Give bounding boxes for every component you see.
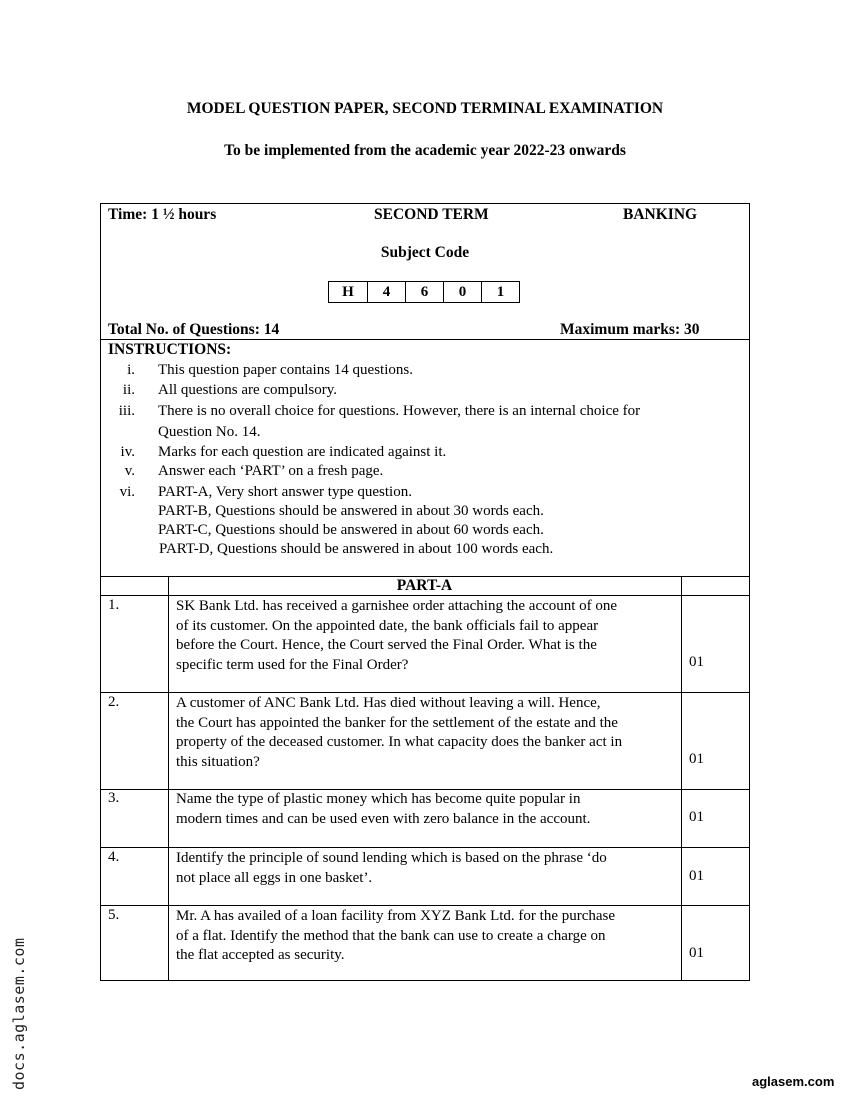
question-line: Identify the principle of sound lending which is based on the phrase ‘do bbox=[176, 850, 607, 866]
instruction-text: All questions are compulsory. bbox=[158, 382, 337, 398]
instruction-text: PART-A, Very short answer type question. bbox=[158, 484, 412, 500]
instruction-text: This question paper contains 14 questions. bbox=[158, 362, 413, 378]
question-line: modern times and can be used even with zero balance in the account. bbox=[176, 810, 591, 827]
paper-subtitle: To be implemented from the academic year 2022-23 onwards bbox=[224, 142, 626, 159]
question-line: of its customer. On the appointed date, the bank officials fail to appear bbox=[176, 617, 599, 634]
row-divider bbox=[101, 595, 749, 596]
question-line: this situation? bbox=[176, 753, 260, 770]
question-line: specific term used for the Final Order? bbox=[176, 656, 409, 673]
question-line: A customer of ANC Bank Ltd. Has died without leaving a will. Hence, bbox=[176, 695, 601, 711]
maximum-marks: Maximum marks: 30 bbox=[560, 321, 700, 338]
question-text bbox=[176, 790, 681, 829]
instruction-text: Answer each ‘PART’ on a fresh page. bbox=[158, 463, 384, 479]
footer-watermark: aglasem.com bbox=[752, 1074, 835, 1089]
question-text bbox=[176, 849, 681, 888]
question-text bbox=[176, 694, 681, 772]
question-line: of a flat. Identify the method that the bank can use to create a charge on bbox=[176, 927, 606, 944]
exam-time: Time: 1 ½ hours bbox=[108, 206, 217, 223]
instruction-text: PART-D, Questions should be answered in about 100 words each. bbox=[159, 541, 554, 557]
instruction-text: Marks for each question are indicated against it. bbox=[158, 444, 447, 460]
exam-term: SECOND TERM bbox=[374, 206, 489, 223]
question-number: 5. bbox=[108, 907, 120, 923]
instruction-number: iii. bbox=[118, 403, 135, 419]
question-line: SK Bank Ltd. has received a garnishee order attaching the account of one bbox=[176, 598, 618, 614]
question-number: 3. bbox=[108, 790, 120, 806]
question-line: property of the deceased customer. In what capacity does the banker act in bbox=[176, 734, 623, 750]
question-number: 2. bbox=[108, 694, 120, 710]
instructions-heading: INSTRUCTIONS: bbox=[108, 341, 232, 358]
instruction-number: vi. bbox=[119, 484, 135, 500]
instruction-text: Question No. 14. bbox=[158, 424, 261, 440]
instruction-number: v. bbox=[124, 463, 135, 479]
column-divider bbox=[168, 576, 169, 980]
question-line: before the Court. Hence, the Court served the Final Order. What is the bbox=[176, 637, 597, 653]
exam-subject: BANKING bbox=[623, 206, 698, 223]
question-marks: 01 bbox=[689, 868, 704, 884]
question-line: Name the type of plastic money which has become quite popular in bbox=[176, 791, 581, 807]
question-line: the Court has appointed the banker for the settlement of the estate and the bbox=[176, 714, 618, 731]
subject-code-boxes bbox=[328, 281, 520, 303]
divider bbox=[101, 339, 749, 340]
question-marks: 01 bbox=[689, 654, 704, 670]
instruction-number: iv. bbox=[120, 444, 135, 460]
instruction-number: ii. bbox=[122, 382, 135, 398]
row-divider bbox=[101, 847, 749, 848]
question-marks: 01 bbox=[689, 809, 704, 825]
total-questions: Total No. of Questions: 14 bbox=[108, 321, 280, 338]
subject-code-char: 4 bbox=[367, 282, 405, 302]
instruction-text: There is no overall choice for questions. However, there is an internal choice for bbox=[158, 403, 641, 419]
subject-code-label: Subject Code bbox=[380, 244, 470, 261]
paper-title: MODEL QUESTION PAPER, SECOND TERMINAL EXAMINATION bbox=[186, 100, 664, 117]
question-line: the flat accepted as security. bbox=[176, 947, 345, 963]
question-text bbox=[176, 597, 681, 675]
question-text bbox=[176, 907, 681, 966]
instruction-text: PART-C, Questions should be answered in about 60 words each. bbox=[158, 522, 544, 538]
subject-code-char: 1 bbox=[481, 282, 519, 302]
question-marks: 01 bbox=[689, 751, 704, 767]
subject-code-char: 0 bbox=[443, 282, 481, 302]
subject-code-char: 6 bbox=[405, 282, 443, 302]
question-line: Mr. A has availed of a loan facility from XYZ Bank Ltd. for the purchase bbox=[176, 908, 616, 924]
subject-code-char: H bbox=[342, 284, 354, 300]
question-marks: 01 bbox=[689, 945, 704, 961]
side-watermark: docs.aglasem.com bbox=[10, 937, 28, 1090]
column-divider bbox=[681, 576, 682, 980]
part-a-heading: PART-A bbox=[396, 577, 453, 594]
question-number: 1. bbox=[108, 597, 120, 613]
exam-table bbox=[100, 203, 750, 981]
instruction-number: i. bbox=[127, 362, 135, 378]
row-divider bbox=[101, 905, 749, 906]
question-line: not place all eggs in one basket’. bbox=[176, 869, 373, 886]
row-divider bbox=[101, 692, 749, 693]
question-number: 4. bbox=[108, 849, 120, 865]
instruction-text: PART-B, Questions should be answered in about 30 words each. bbox=[158, 503, 544, 519]
